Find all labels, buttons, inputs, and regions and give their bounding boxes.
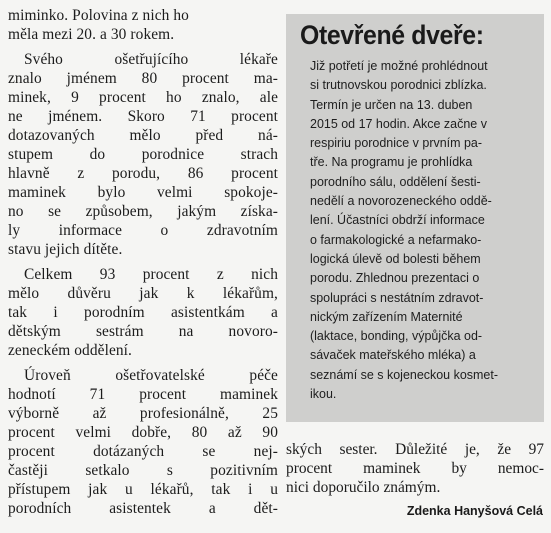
text-line: miminko. Polovina z nich ho (8, 7, 189, 24)
box-text-line: nickým zařízením Maternité (310, 308, 463, 324)
box-title: Otevřené dveře: (300, 20, 484, 50)
box-text-line: Již potřetí je možné prohlédnout (310, 58, 488, 73)
box-text-line: respiriu porodnice v prvním pa- (310, 135, 483, 151)
text-line: Svého ošetřujícího lékaře (24, 51, 278, 68)
text-line: dotazovaných mělo před ná- (8, 127, 278, 144)
text-line: hodnotí 71 procent maminek (8, 386, 278, 403)
text-line: Úroveň ošetřovatelské péče (24, 367, 278, 384)
article-continuation (286, 440, 544, 497)
text-line: hlavně z porodu, 86 procent (8, 165, 278, 182)
text-line: stupem do porodnice strach (8, 146, 278, 163)
text-line: mělo důvěru jak k lékařům, (8, 285, 278, 302)
text-line: stavu jejich dítěte. (8, 241, 123, 258)
box-text-line: logická úlevě od bolesti během (310, 250, 481, 266)
box-text-line: (laktace, bonding, výpůjčka od- (310, 328, 483, 344)
text-line: častěji setkalo s pozitivním (8, 462, 278, 479)
text-line: porodních asistentek a dět- (8, 500, 278, 517)
text-line: tak i porodním asistentkám a (8, 304, 278, 321)
text-line: minek, 9 procent ho znalo, ale (8, 89, 278, 106)
text-line: ne jménem. Skoro 71 procent (8, 108, 278, 125)
text-line: ských sester. Důležité je, že 97 (286, 441, 544, 458)
box-text-line: nedělí a novorozeneckého oddě- (310, 193, 492, 209)
box-text-line: si trutnovskou porodnici zblízka. (310, 77, 487, 93)
text-line: Celkem 93 procent z nich (24, 266, 278, 283)
text-line: měla mezi 20. a 30 rokem. (8, 26, 175, 43)
text-line: znalo jménem 80 procent ma- (8, 70, 278, 87)
box-text-line: ikou. (310, 386, 337, 402)
text-line: procent dotázaných se nej- (8, 443, 278, 460)
box-text-line: 2015 od 17 hodin. Akce začne v (310, 115, 487, 131)
text-line: procent velmi dobře, 80 až 90 (8, 424, 278, 441)
box-text-line: o farmakologické a nefarmako- (310, 231, 482, 247)
box-text-line: porodu. Zhlednou prezentaci o (310, 270, 480, 286)
text-line: zeneckém oddělení. (8, 342, 133, 359)
text-line: maminek bylo velmi spokoje- (8, 184, 278, 201)
text-line: procent maminek by nemoc- (286, 460, 544, 477)
box-text-line: seznámí se s kojeneckou kosmet- (310, 366, 498, 382)
box-text-line: spolupráci s nestátním zdravot- (310, 289, 484, 305)
article-left-column (8, 6, 278, 518)
text-line: nici doporučilo známým. (286, 479, 441, 496)
text-line: výborně až profesionálně, 25 (8, 405, 278, 422)
box-text-line: tře. Na programu je prohlídka (310, 154, 473, 170)
box-text-line: sávaček mateřského mléka) a (310, 347, 476, 363)
box-text-line: Termín je určen na 13. duben (310, 96, 473, 112)
box-text-line: porodního sálu, oddělení šesti- (310, 173, 481, 189)
box-body (310, 56, 530, 403)
text-line: no se způsobem, jakým získa- (8, 203, 278, 220)
author-byline: Zdenka Hanyšová Celá (406, 504, 543, 518)
text-line: ly informace o zdravotním (8, 222, 278, 239)
text-line: dětským sestrám na novoro- (8, 323, 278, 340)
sidebar-box-open-doors (286, 14, 544, 422)
box-text-line: lení. Účastníci obdrží informace (310, 212, 485, 228)
text-line: přístupem jak u lékařů, tak i u (8, 481, 278, 498)
